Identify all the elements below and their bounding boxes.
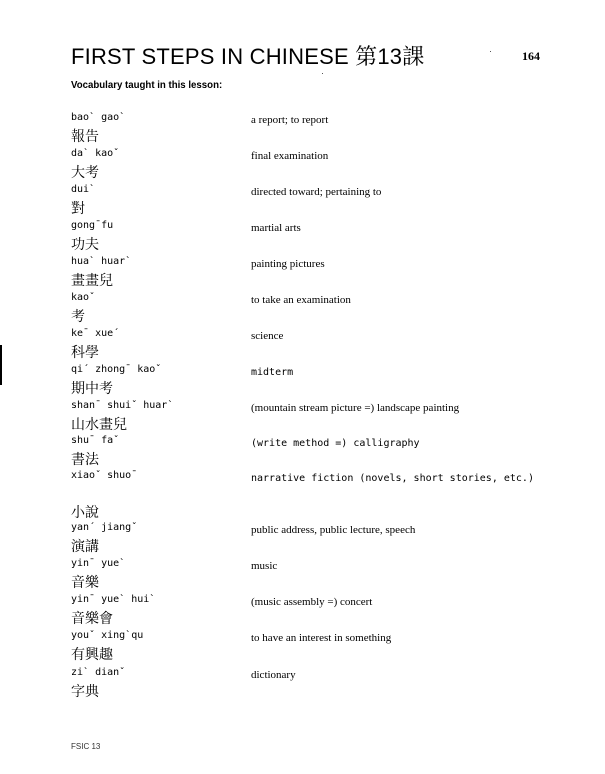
entry-pinyin: yin¯ yue` hui` — [71, 594, 156, 605]
entry-hanzi: 對 — [71, 201, 85, 217]
vocabulary-entry — [71, 292, 551, 328]
entry-gloss: science — [251, 330, 284, 342]
entry-hanzi: 小說 — [71, 505, 99, 521]
vocabulary-entry — [71, 112, 551, 148]
entry-pinyin: yin¯ yue` — [71, 558, 126, 569]
entry-hanzi: 報告 — [71, 129, 99, 145]
vocabulary-heading: Vocabulary taught in this lesson: — [71, 79, 223, 91]
entry-pinyin: youˇ xing`qu — [71, 630, 144, 641]
vocabulary-entry — [71, 256, 551, 292]
entry-gloss: music — [251, 560, 278, 572]
entry-hanzi: 考 — [71, 309, 85, 325]
entry-pinyin: shan¯ shuiˇ huar` — [71, 400, 174, 411]
page-number: 164 — [522, 49, 540, 63]
entry-gloss: to take an examination — [251, 294, 351, 306]
entry-gloss: final examination — [251, 150, 329, 162]
entry-hanzi: 音樂 — [71, 575, 99, 591]
entry-hanzi: 功夫 — [71, 237, 99, 253]
entry-hanzi: 書法 — [71, 452, 99, 468]
vocabulary-entry — [71, 522, 551, 558]
entry-pinyin: yan´ jiangˇ — [71, 522, 138, 533]
entry-pinyin: zi` dianˇ — [71, 667, 126, 678]
entry-gloss: to have an interest in something — [251, 632, 392, 644]
margin-mark — [0, 345, 2, 385]
vocabulary-entry — [71, 667, 551, 703]
vocabulary-entry — [71, 184, 551, 220]
entry-pinyin: hua` huar` — [71, 256, 132, 267]
entry-pinyin: xiaoˇ shuo¯ — [71, 470, 138, 481]
entry-hanzi: 畫畫兒 — [71, 273, 113, 289]
entry-hanzi: 音樂會 — [71, 611, 113, 627]
entry-pinyin: ke¯ xue´ — [71, 328, 120, 339]
vocabulary-entry — [71, 558, 551, 594]
entry-hanzi: 科學 — [71, 345, 99, 361]
entry-hanzi: 期中考 — [71, 381, 113, 397]
entry-pinyin: gong¯fu — [71, 220, 114, 231]
entry-gloss: (write method =) calligraphy — [251, 438, 420, 449]
entry-pinyin: shu¯ faˇ — [71, 435, 120, 446]
entry-gloss: midterm — [251, 367, 294, 378]
vocabulary-entry — [71, 328, 551, 364]
vocabulary-entry — [71, 400, 551, 436]
page-footer: FSIC 13 — [71, 742, 101, 751]
vocabulary-entry — [71, 220, 551, 256]
entry-gloss: (music assembly =) concert — [251, 596, 373, 608]
entry-hanzi: 字典 — [71, 684, 99, 700]
entry-pinyin: da` kaoˇ — [71, 148, 120, 159]
entry-hanzi: 山水畫兒 — [71, 417, 127, 433]
page-title: FIRST STEPS IN CHINESE 第13課 — [71, 44, 425, 69]
entry-pinyin: qi´ zhong¯ kaoˇ — [71, 364, 162, 375]
entry-gloss: martial arts — [251, 222, 301, 234]
vocabulary-entry — [71, 630, 551, 666]
scan-speck — [490, 51, 491, 52]
entry-pinyin: dui` — [71, 184, 96, 195]
vocabulary-entry — [71, 364, 551, 400]
entry-hanzi: 有興趣 — [71, 647, 113, 663]
entry-pinyin: kaoˇ — [71, 292, 96, 303]
entry-pinyin: bao` gao` — [71, 112, 126, 123]
entry-gloss: public address, public lecture, speech — [251, 524, 416, 536]
vocabulary-entry — [71, 148, 551, 184]
scan-speck — [322, 73, 323, 74]
entry-gloss: a report; to report — [251, 114, 329, 126]
vocabulary-entry — [71, 470, 551, 521]
vocabulary-entry — [71, 594, 551, 630]
entry-gloss: (mountain stream picture =) landscape painting — [251, 402, 460, 414]
entry-gloss: painting pictures — [251, 258, 325, 270]
entry-gloss: directed toward; pertaining to — [251, 186, 382, 198]
entry-hanzi: 演講 — [71, 539, 99, 555]
entry-gloss: narrative fiction (novels, short stories, etc.) — [251, 473, 534, 484]
vocabulary-entry — [71, 435, 551, 471]
entry-hanzi: 大考 — [71, 165, 99, 181]
entry-gloss: dictionary — [251, 669, 296, 681]
